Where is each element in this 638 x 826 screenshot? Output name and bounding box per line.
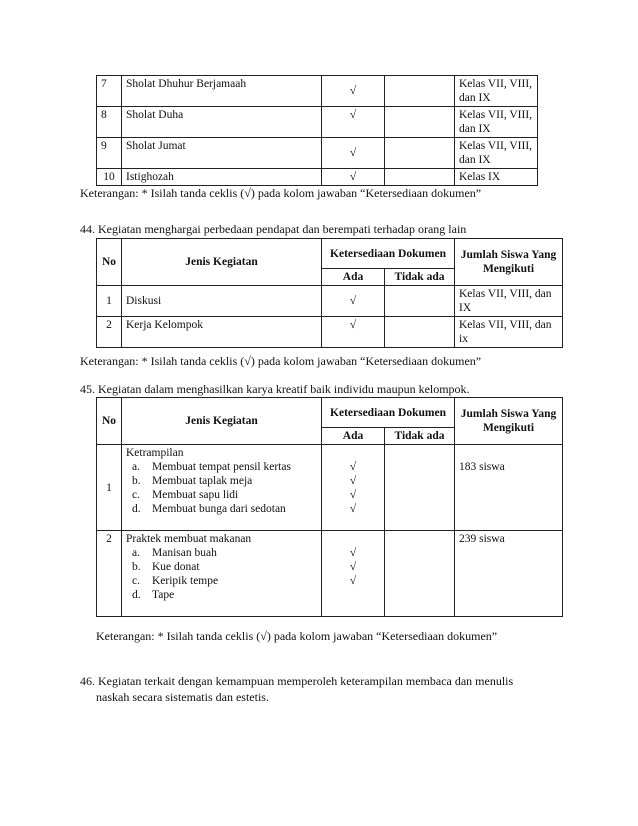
- cell-tidak-ada: [385, 317, 455, 348]
- cell-no: 10: [97, 169, 122, 186]
- check-mark: √: [349, 575, 357, 587]
- table-row: [97, 531, 563, 617]
- cell-tidak-ada: [385, 169, 455, 186]
- cell-kegiatan: Istighozah: [122, 169, 322, 186]
- table-q45: [96, 397, 563, 617]
- list-item: d. Membuat bunga dari sedotan: [132, 503, 286, 515]
- header-jumlah-siswa: Jumlah Siswa Yang Mengikuti: [455, 398, 563, 445]
- cell-jumlah: Kelas VII, VIII, dan ix: [455, 317, 563, 348]
- check-mark: √: [349, 489, 357, 501]
- note-keterangan: Keterangan: * Isilah tanda ceklis (√) pada kolom jawaban “Ketersediaan dokumen”: [80, 354, 482, 368]
- header-ketersediaan-dokumen: Ketersediaan Dokumen: [322, 239, 455, 269]
- cell-kegiatan: Sholat Dhuhur Berjamaah: [122, 76, 322, 107]
- header-tidak-ada: Tidak ada: [385, 269, 455, 286]
- cell-jumlah: 239 siswa: [455, 531, 563, 617]
- cell-tidak-ada: [385, 107, 455, 138]
- header-no: No: [97, 398, 122, 445]
- cell-jumlah: 183 siswa: [455, 445, 563, 531]
- header-jenis-kegiatan: Jenis Kegiatan: [122, 398, 322, 445]
- list-item: c. Membuat sapu lidi: [132, 489, 239, 501]
- table-row: [97, 317, 563, 348]
- activity-title: Ketrampilan: [126, 447, 184, 459]
- cell-ada: [322, 531, 385, 617]
- cell-no: 2: [97, 531, 122, 617]
- table-row: [97, 107, 538, 138]
- header-jumlah-siswa: Jumlah Siswa Yang Mengikuti: [455, 239, 563, 286]
- cell-jumlah: Kelas VII, VIII, dan IX: [455, 107, 538, 138]
- cell-ada: [322, 445, 385, 531]
- cell-tidak-ada: [385, 445, 455, 531]
- header-no: No: [97, 239, 122, 286]
- cell-ada: √: [322, 169, 385, 186]
- check-mark: √: [349, 475, 357, 487]
- question-46: 46. Kegiatan terkait dengan kemampuan memperoleh keterampilan membaca dan menulis: [80, 674, 514, 688]
- cell-ada: √: [322, 107, 385, 138]
- cell-tidak-ada: [385, 138, 455, 169]
- cell-kegiatan: Diskusi: [122, 286, 322, 317]
- cell-no: 1: [97, 286, 122, 317]
- cell-jumlah: Kelas VII, VIII, dan IX: [455, 138, 538, 169]
- check-mark: √: [349, 503, 357, 515]
- list-item: a. Membuat tempat pensil kertas: [132, 461, 291, 473]
- list-item: b. Membuat taplak meja: [132, 475, 253, 487]
- table-row: [97, 138, 538, 169]
- question-46-continuation: naskah secara sistematis dan estetis.: [96, 690, 269, 704]
- header-ketersediaan-dokumen: Ketersediaan Dokumen: [322, 398, 455, 428]
- list-item: a. Manisan buah: [132, 547, 217, 559]
- list-item: d. Tape: [132, 589, 175, 601]
- note-keterangan: Keterangan: * Isilah tanda ceklis (√) pada kolom jawaban “Ketersediaan dokumen”: [96, 629, 498, 643]
- header-jenis-kegiatan: Jenis Kegiatan: [122, 239, 322, 286]
- table-row: [97, 76, 538, 107]
- cell-no: 2: [97, 317, 122, 348]
- table-row: [97, 445, 563, 531]
- check-mark: √: [349, 561, 357, 573]
- check-mark: √: [349, 547, 357, 559]
- cell-tidak-ada: [385, 76, 455, 107]
- list-item: b. Kue donat: [132, 561, 200, 573]
- cell-jumlah: Kelas IX: [455, 169, 538, 186]
- cell-no: 9: [97, 138, 122, 169]
- cell-tidak-ada: [385, 286, 455, 317]
- cell-ada: √: [322, 76, 385, 107]
- cell-jumlah: Kelas VII, VIII, dan IX: [455, 286, 563, 317]
- activity-title: Praktek membuat makanan: [126, 533, 252, 545]
- cell-ada: √: [322, 138, 385, 169]
- table-row: [97, 286, 563, 317]
- cell-no: 7: [97, 76, 122, 107]
- header-tidak-ada: Tidak ada: [385, 428, 455, 445]
- table-q44: [96, 238, 563, 348]
- table-religious-activities: [96, 75, 538, 186]
- list-item: c. Keripik tempe: [132, 575, 219, 587]
- note-keterangan: Keterangan: * Isilah tanda ceklis (√) pada kolom jawaban “Ketersediaan dokumen”: [80, 186, 482, 200]
- cell-no: 8: [97, 107, 122, 138]
- cell-kegiatan: Kerja Kelompok: [122, 317, 322, 348]
- header-ada: Ada: [322, 269, 385, 286]
- question-44: 44. Kegiatan menghargai perbedaan pendapat dan berempati terhadap orang lain: [80, 222, 467, 236]
- header-ada: Ada: [322, 428, 385, 445]
- question-45: 45. Kegiatan dalam menghasilkan karya kreatif baik individu maupun kelompok.: [80, 382, 470, 396]
- cell-kegiatan: Sholat Jumat: [122, 138, 322, 169]
- cell-kegiatan: [122, 445, 322, 531]
- check-mark: √: [349, 461, 357, 473]
- cell-ada: √: [322, 317, 385, 348]
- cell-no: 1: [97, 445, 122, 531]
- cell-kegiatan: Sholat Duha: [122, 107, 322, 138]
- cell-jumlah: Kelas VII, VIII, dan IX: [455, 76, 538, 107]
- cell-kegiatan: [122, 531, 322, 617]
- cell-ada: √: [322, 286, 385, 317]
- cell-tidak-ada: [385, 531, 455, 617]
- table-row: [97, 169, 538, 186]
